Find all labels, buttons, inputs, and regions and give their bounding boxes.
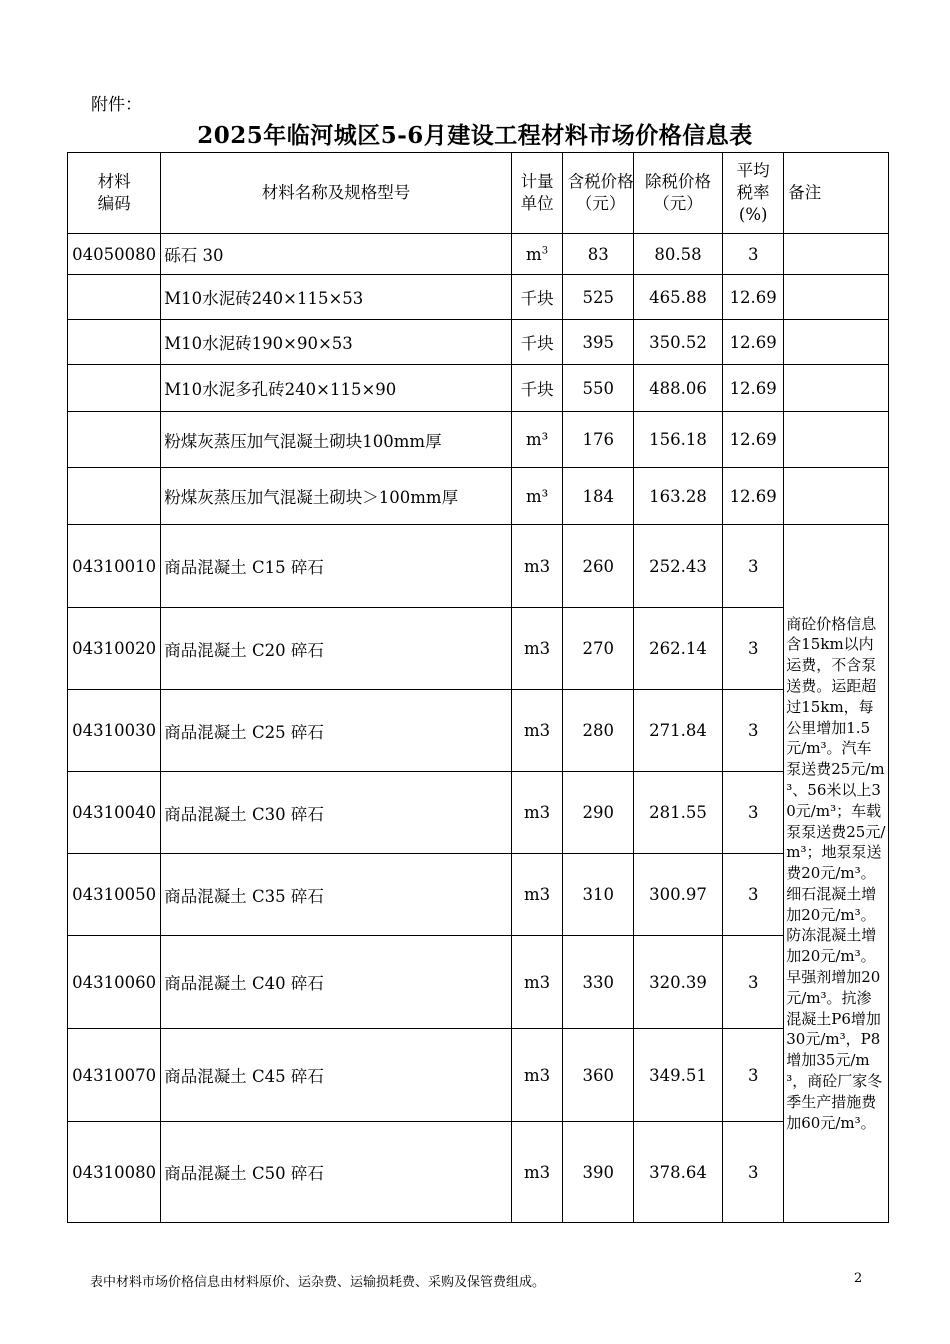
unit-cell bbox=[511, 690, 563, 772]
material-name: 商品混凝土 C45 碎石 bbox=[161, 1029, 511, 1122]
unit-cell bbox=[511, 412, 563, 468]
tax-rate: 12.69 bbox=[723, 412, 784, 468]
material-code: 04310050 bbox=[68, 854, 161, 936]
unit-superscript: 3 bbox=[541, 245, 549, 256]
unit: m³ bbox=[525, 430, 549, 449]
unit-cell bbox=[511, 1122, 563, 1223]
tax-rate: 3 bbox=[723, 772, 784, 854]
header-row bbox=[68, 153, 889, 234]
price-with-tax: 310 bbox=[563, 854, 633, 936]
remark-cell bbox=[784, 468, 889, 525]
material-name: 商品混凝土 C40 碎石 bbox=[161, 936, 511, 1029]
tax-rate: 12.69 bbox=[723, 320, 784, 365]
price-with-tax: 184 bbox=[563, 468, 633, 525]
price-without-tax: 80.58 bbox=[633, 234, 722, 275]
price-without-tax: 320.39 bbox=[633, 936, 722, 1029]
table-row bbox=[68, 772, 889, 854]
table-row bbox=[68, 275, 889, 320]
tax-rate: 3 bbox=[723, 936, 784, 1029]
remark-cell bbox=[784, 275, 889, 320]
price-table bbox=[67, 152, 889, 1223]
material-name: 商品混凝土 C30 碎石 bbox=[161, 772, 511, 854]
unit-cell bbox=[511, 525, 563, 608]
price-without-tax: 488.06 bbox=[633, 365, 722, 412]
unit-cell bbox=[511, 854, 563, 936]
price-without-tax: 300.97 bbox=[633, 854, 722, 936]
unit-cell bbox=[511, 936, 563, 1029]
material-name: 粉煤灰蒸压加气混凝土砌块＞100mm厚 bbox=[161, 468, 511, 525]
remark-cell bbox=[784, 234, 889, 275]
tax-rate: 3 bbox=[723, 608, 784, 690]
price-without-tax: 252.43 bbox=[633, 525, 722, 608]
material-code: 04310060 bbox=[68, 936, 161, 1029]
tax-rate: 3 bbox=[723, 525, 784, 608]
material-code: 04310070 bbox=[68, 1029, 161, 1122]
concrete-remark: 商砼价格信息含15km以内运费，不含泵送费。运距超过15km，每公里增加1.5元/m³。汽车泵送费25元/m³、56米以上30元/m³；车载泵泵送费25元/m³；地泵泵送费20元/m³。细石混凝土增加20元/m³。防冻混凝土增加20元/m³。早强剂增加20元/m³。抗渗混凝土P6增加30元/m³，P8增加35元/m³，商砼厂家冬季生产措施费加60元/m³。 bbox=[784, 525, 889, 1223]
unit-cell bbox=[511, 468, 563, 525]
unit: m3 bbox=[523, 721, 551, 740]
unit-cell bbox=[511, 772, 563, 854]
price-with-tax: 360 bbox=[563, 1029, 633, 1122]
table-row bbox=[68, 608, 889, 690]
table-row bbox=[68, 412, 889, 468]
table-row bbox=[68, 234, 889, 275]
table-row bbox=[68, 365, 889, 412]
tax-rate: 12.69 bbox=[723, 468, 784, 525]
unit: m³ bbox=[525, 486, 549, 506]
material-code: 04310030 bbox=[68, 690, 161, 772]
unit-cell bbox=[511, 1029, 563, 1122]
material-code bbox=[68, 320, 161, 365]
tax-rate: 12.69 bbox=[723, 365, 784, 412]
material-code bbox=[68, 365, 161, 412]
material-code bbox=[68, 275, 161, 320]
material-name: 砾石 30 bbox=[161, 234, 511, 275]
tax-rate: 3 bbox=[723, 690, 784, 772]
price-with-tax: 390 bbox=[563, 1122, 633, 1223]
material-code: 04050080 bbox=[68, 234, 161, 275]
material-name: M10水泥砖240×115×53 bbox=[161, 275, 511, 320]
header-name: 材料名称及规格型号 bbox=[161, 153, 511, 234]
price-with-tax: 270 bbox=[563, 608, 633, 690]
unit: m3 bbox=[523, 972, 551, 992]
unit-cell bbox=[511, 365, 563, 412]
unit: 千块 bbox=[520, 380, 554, 399]
price-with-tax: 176 bbox=[563, 412, 633, 468]
material-name: 商品混凝土 C35 碎石 bbox=[161, 854, 511, 936]
tax-rate: 12.69 bbox=[723, 275, 784, 320]
unit: 千块 bbox=[520, 334, 554, 353]
footer-note: 表中材料市场价格信息由材料原价、运杂费、运输损耗费、采购及保管费组成。 bbox=[90, 1275, 546, 1290]
unit-cell bbox=[511, 608, 563, 690]
unit: m3 bbox=[523, 1065, 551, 1085]
unit: m3 bbox=[523, 556, 551, 576]
table-row bbox=[68, 1029, 889, 1122]
price-without-tax: 378.64 bbox=[633, 1122, 722, 1223]
tax-rate: 3 bbox=[723, 1122, 784, 1223]
unit-cell bbox=[511, 234, 563, 275]
table-row bbox=[68, 525, 889, 608]
unit: m3 bbox=[523, 885, 551, 904]
header-price-tax: 含税价格（元） bbox=[563, 153, 633, 234]
price-without-tax: 156.18 bbox=[633, 412, 722, 468]
material-code: 04310040 bbox=[68, 772, 161, 854]
tax-rate: 3 bbox=[723, 1029, 784, 1122]
unit: 千块 bbox=[520, 289, 554, 308]
table-row bbox=[68, 854, 889, 936]
header-remark: 备注 bbox=[784, 153, 889, 234]
material-name: 商品混凝土 C50 碎石 bbox=[161, 1122, 511, 1223]
header-unit: 计量单位 bbox=[511, 153, 563, 234]
unit-cell bbox=[511, 320, 563, 365]
price-without-tax: 350.52 bbox=[633, 320, 722, 365]
unit: m3 bbox=[523, 1162, 551, 1182]
price-with-tax: 290 bbox=[563, 772, 633, 854]
attachment-label: 附件： bbox=[91, 95, 142, 115]
unit: m3 bbox=[523, 639, 551, 658]
table-row bbox=[68, 320, 889, 365]
material-code: 04310080 bbox=[68, 1122, 161, 1223]
price-without-tax: 281.55 bbox=[633, 772, 722, 854]
price-with-tax: 330 bbox=[563, 936, 633, 1029]
material-code bbox=[68, 412, 161, 468]
material-code: 04310020 bbox=[68, 608, 161, 690]
price-without-tax: 465.88 bbox=[633, 275, 722, 320]
remark-cell bbox=[784, 365, 889, 412]
material-name: 商品混凝土 C20 碎石 bbox=[161, 608, 511, 690]
table-row bbox=[68, 936, 889, 1029]
material-code bbox=[68, 468, 161, 525]
tax-rate: 3 bbox=[723, 234, 784, 275]
price-without-tax: 271.84 bbox=[633, 690, 722, 772]
tax-rate: 3 bbox=[723, 854, 784, 936]
header-rate: 平均税率(%) bbox=[723, 153, 784, 234]
price-without-tax: 163.28 bbox=[633, 468, 722, 525]
unit: m bbox=[526, 244, 542, 264]
price-with-tax: 83 bbox=[563, 234, 633, 275]
material-name: 粉煤灰蒸压加气混凝土砌块100mm厚 bbox=[161, 412, 511, 468]
table-row bbox=[68, 690, 889, 772]
table-row bbox=[68, 468, 889, 525]
price-with-tax: 550 bbox=[563, 365, 633, 412]
material-name: M10水泥砖190×90×53 bbox=[161, 320, 511, 365]
price-without-tax: 262.14 bbox=[633, 608, 722, 690]
page-number: 2 bbox=[854, 1271, 863, 1286]
price-with-tax: 260 bbox=[563, 525, 633, 608]
material-name: M10水泥多孔砖240×115×90 bbox=[161, 365, 511, 412]
header-price-notax: 除税价格（元） bbox=[633, 153, 722, 234]
material-code: 04310010 bbox=[68, 525, 161, 608]
price-with-tax: 395 bbox=[563, 320, 633, 365]
price-with-tax: 280 bbox=[563, 690, 633, 772]
table-row bbox=[68, 1122, 889, 1223]
price-without-tax: 349.51 bbox=[633, 1029, 722, 1122]
header-code: 材料编码 bbox=[68, 153, 161, 234]
material-name: 商品混凝土 C25 碎石 bbox=[161, 690, 511, 772]
price-with-tax: 525 bbox=[563, 275, 633, 320]
unit: m3 bbox=[523, 803, 551, 822]
remark-cell bbox=[784, 320, 889, 365]
unit-cell bbox=[511, 275, 563, 320]
remark-cell bbox=[784, 412, 889, 468]
material-name: 商品混凝土 C15 碎石 bbox=[161, 525, 511, 608]
page-title: 2025年临河城区5-6月建设工程材料市场价格信息表 bbox=[197, 122, 753, 149]
